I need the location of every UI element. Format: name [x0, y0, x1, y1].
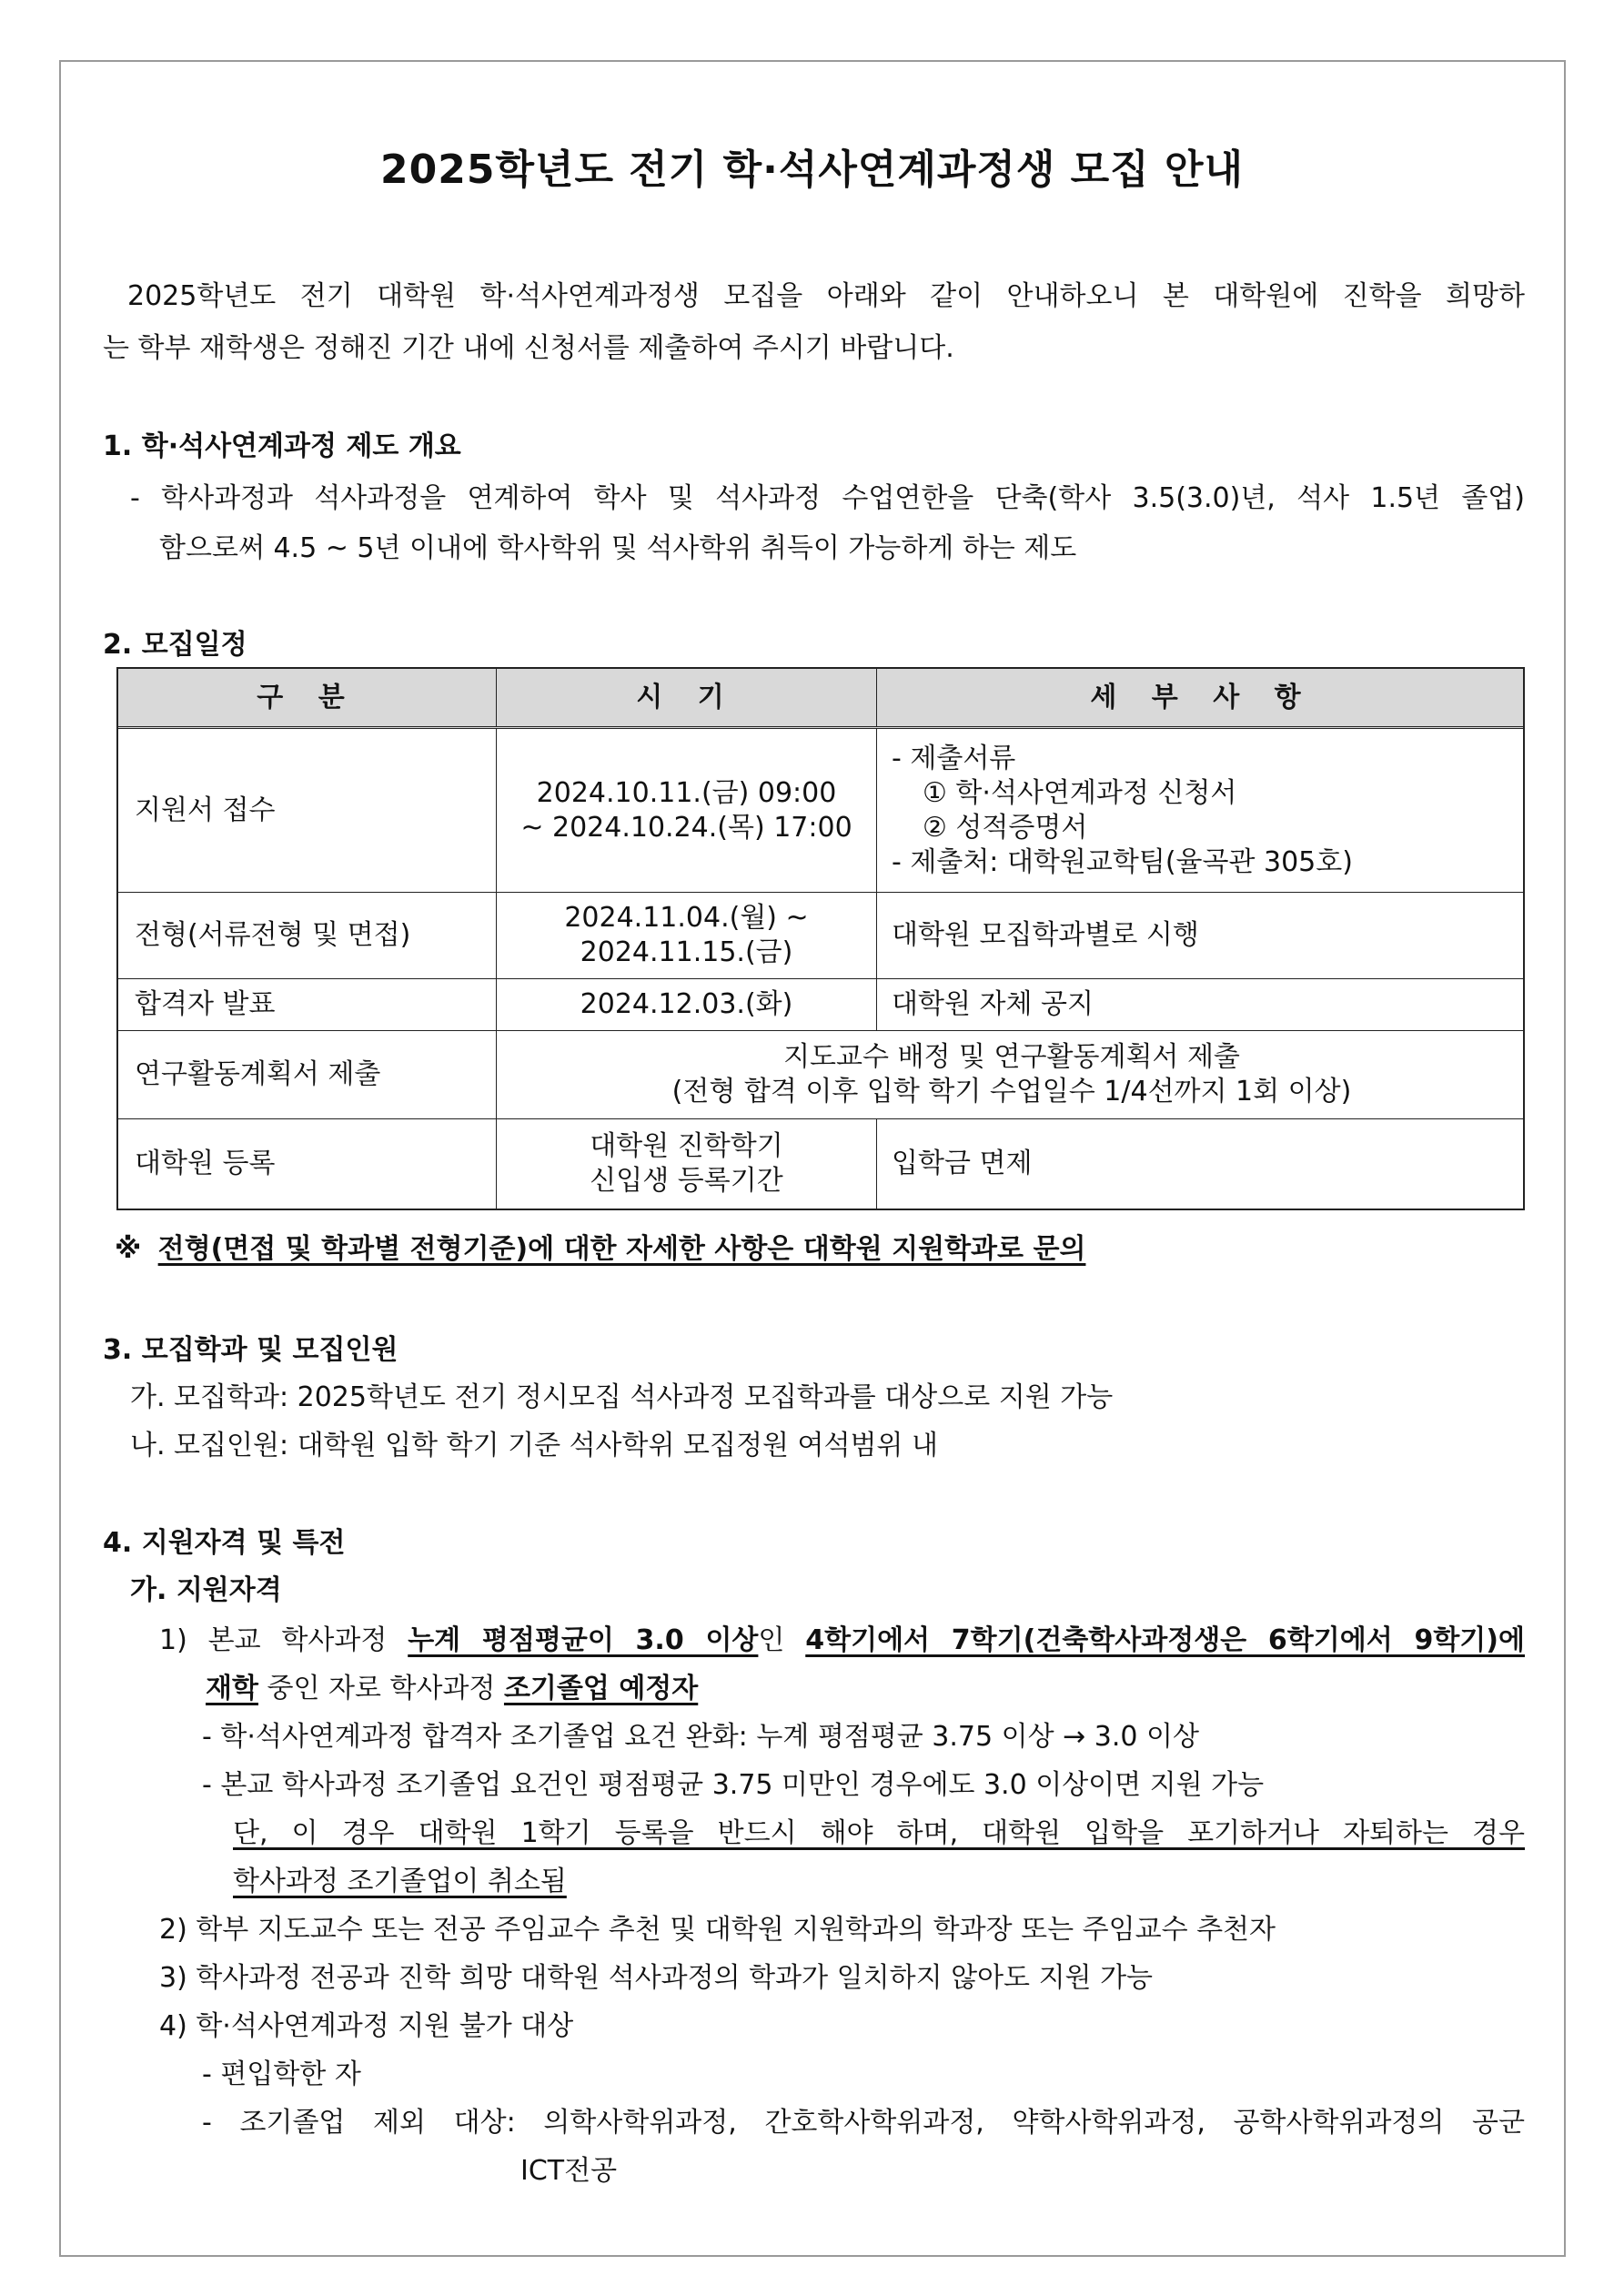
- section-3-line-2: 나. 모집인원: 대학원 입학 학기 기준 석사학위 모집정원 여석범위 내: [130, 1430, 938, 1462]
- note-text: 전형(면접 및 학과별 전형기준)에 대한 자세한 사항은 대학원 지원학과로 문의: [157, 1233, 1086, 1265]
- row-category: 대학원 등록: [135, 1148, 276, 1179]
- table-note: [115, 1226, 1085, 1266]
- table-row: [118, 1118, 1523, 1209]
- qualification-item-1-cont: [206, 1665, 698, 1705]
- item-1-sub-2: - 본교 학사과정 조기졸업 요건인 평점평균 3.75 미만인 경우에도 3.0 이상이면 지원 가능: [202, 1769, 1265, 1801]
- qualification-item-2: 2) 학부 지도교수 또는 전공 주임교수 추천 및 대학원 지원학과의 학과장 또는 주임교수 추천자: [159, 1914, 1276, 1946]
- qualification-item-1: [159, 1617, 1525, 1657]
- item-text: 중인 자로 학사과정: [257, 1673, 504, 1704]
- section-1-heading: 1. 학·석사연계과정 제도 개요: [103, 430, 461, 462]
- row-period: 2024.12.03.(화): [496, 979, 876, 1030]
- table-row: [118, 729, 1523, 892]
- merged-line: (전형 합격 이후 입학 학기 수업일수 1/4선까지 1회 이상): [671, 1076, 1352, 1108]
- item-text: 본교 학사과정: [207, 1624, 409, 1656]
- qualification-item-3: 3) 학사과정 전공과 진학 희망 대학원 석사과정의 학과가 일치하지 않아도 지원 가능: [159, 1962, 1154, 1994]
- item-1-sub-1: - 학·석사연계과정 합격자 조기졸업 요건 완화: 누계 평점평균 3.75 이상 → 3.0 이상: [202, 1721, 1199, 1753]
- item-text: 인: [758, 1624, 806, 1656]
- period-line: 대학원 진학학기: [590, 1130, 783, 1162]
- period-line: 신입생 등록기간: [590, 1165, 783, 1197]
- table-row: [118, 1030, 1523, 1118]
- row-period: [496, 893, 876, 978]
- row-period: [496, 1119, 876, 1209]
- period-line: ~ 2024.10.24.(목) 17:00: [520, 811, 852, 844]
- table-header-category: 구 분: [257, 681, 358, 713]
- row-category: 연구활동계획서 제출: [135, 1058, 381, 1090]
- item-4-sub-1: - 편입학한 자: [202, 2058, 361, 2090]
- intro-line-1: 2025학년도 전기 대학원 학·석사연계과정생 모집을 아래와 같이 안내하오니 본 대학원에 진학을 희망하: [127, 280, 1525, 312]
- details-line: - 제출처: 대학원교학팀(율곡관 305호): [892, 845, 1353, 878]
- section-4-sub-heading: 가. 지원자격: [130, 1574, 282, 1606]
- section-1-line-2: 함으로써 4.5 ~ 5년 이내에 학사학위 및 석사학위 취득이 가능하게 하는 제도: [159, 532, 1077, 564]
- details-line: - 제출서류: [892, 742, 1016, 774]
- row-merged: [496, 1031, 1527, 1118]
- table-row: [118, 978, 1523, 1030]
- row-category: 지원서 접수: [135, 794, 276, 826]
- enrolled-text: 재학: [206, 1673, 258, 1704]
- section-3-heading: 3. 모집학과 및 모집인원: [103, 1334, 398, 1366]
- section-4-heading: 4. 지원자격 및 특전: [103, 1527, 346, 1559]
- item-1-sub-3: 단, 이 경우 대학원 1학기 등록을 반드시 해야 하며, 대학원 입학을 포기하거나 자퇴하는 경우: [233, 1817, 1525, 1849]
- intro-line-2: 는 학부 재학생은 정해진 기간 내에 신청서를 제출하여 주시기 바랍니다.: [103, 332, 954, 364]
- qualification-item-4: 4) 학·석사연계과정 지원 불가 대상: [159, 2010, 574, 2042]
- row-details: [876, 729, 1527, 892]
- item-number: 1): [159, 1624, 187, 1656]
- early-graduation-text: 조기졸업 예정자: [503, 1673, 699, 1704]
- period-line: 2024.11.15.(금): [580, 936, 793, 968]
- details-line: ① 학·석사연계과정 신청서: [923, 776, 1237, 809]
- section-1-line-1: - 학사과정과 석사과정을 연계하여 학사 및 석사과정 수업연한을 단축(학사 3.5(3.0)년, 석사 1.5년 졸업): [130, 482, 1525, 514]
- table-header-period: 시 기: [496, 669, 876, 726]
- row-category: 전형(서류전형 및 면접): [135, 919, 411, 951]
- semester-requirement: 4학기에서 7학기(건축학사과정생은 6학기에서 9학기)에: [805, 1624, 1525, 1656]
- merged-line: 지도교수 배정 및 연구활동계획서 제출: [783, 1041, 1240, 1073]
- document-title: 2025학년도 전기 학·석사연계과정생 모집 안내: [379, 147, 1244, 193]
- row-period: [496, 729, 876, 892]
- item-1-sub-4: 학사과정 조기졸업이 취소됨: [233, 1866, 567, 1897]
- row-details: 대학원 자체 공지: [876, 979, 1527, 1030]
- period-line: 2024.11.04.(월) ~: [564, 902, 809, 934]
- item-4-sub-2: - 조기졸업 제외 대상: 의학사학위과정, 간호학사학위과정, 약학사학위과정, 공학사학위과정의 공군: [202, 2107, 1525, 2139]
- gpa-requirement: 누계 평점평균이 3.0 이상: [408, 1624, 759, 1656]
- period-line: 2024.10.11.(금) 09:00: [536, 776, 837, 809]
- section-2-heading: 2. 모집일정: [103, 629, 247, 661]
- row-details: 대학원 모집학과별로 시행: [876, 893, 1527, 978]
- table-row: [118, 892, 1523, 978]
- section-3-line-1: 가. 모집학과: 2025학년도 전기 정시모집 석사과정 모집학과를 대상으로 지원 가능: [130, 1381, 1114, 1413]
- row-details: 입학금 면제: [876, 1119, 1527, 1209]
- table-header-details: 세 부 사 항: [876, 669, 1527, 726]
- item-4-sub-3: ICT전공: [520, 2155, 618, 2187]
- note-mark: ※: [115, 1233, 142, 1265]
- table-header-row: [118, 669, 1523, 729]
- row-category: 합격자 발표: [135, 988, 276, 1020]
- schedule-table: [116, 667, 1525, 1210]
- details-line: ② 성적증명서: [923, 811, 1088, 844]
